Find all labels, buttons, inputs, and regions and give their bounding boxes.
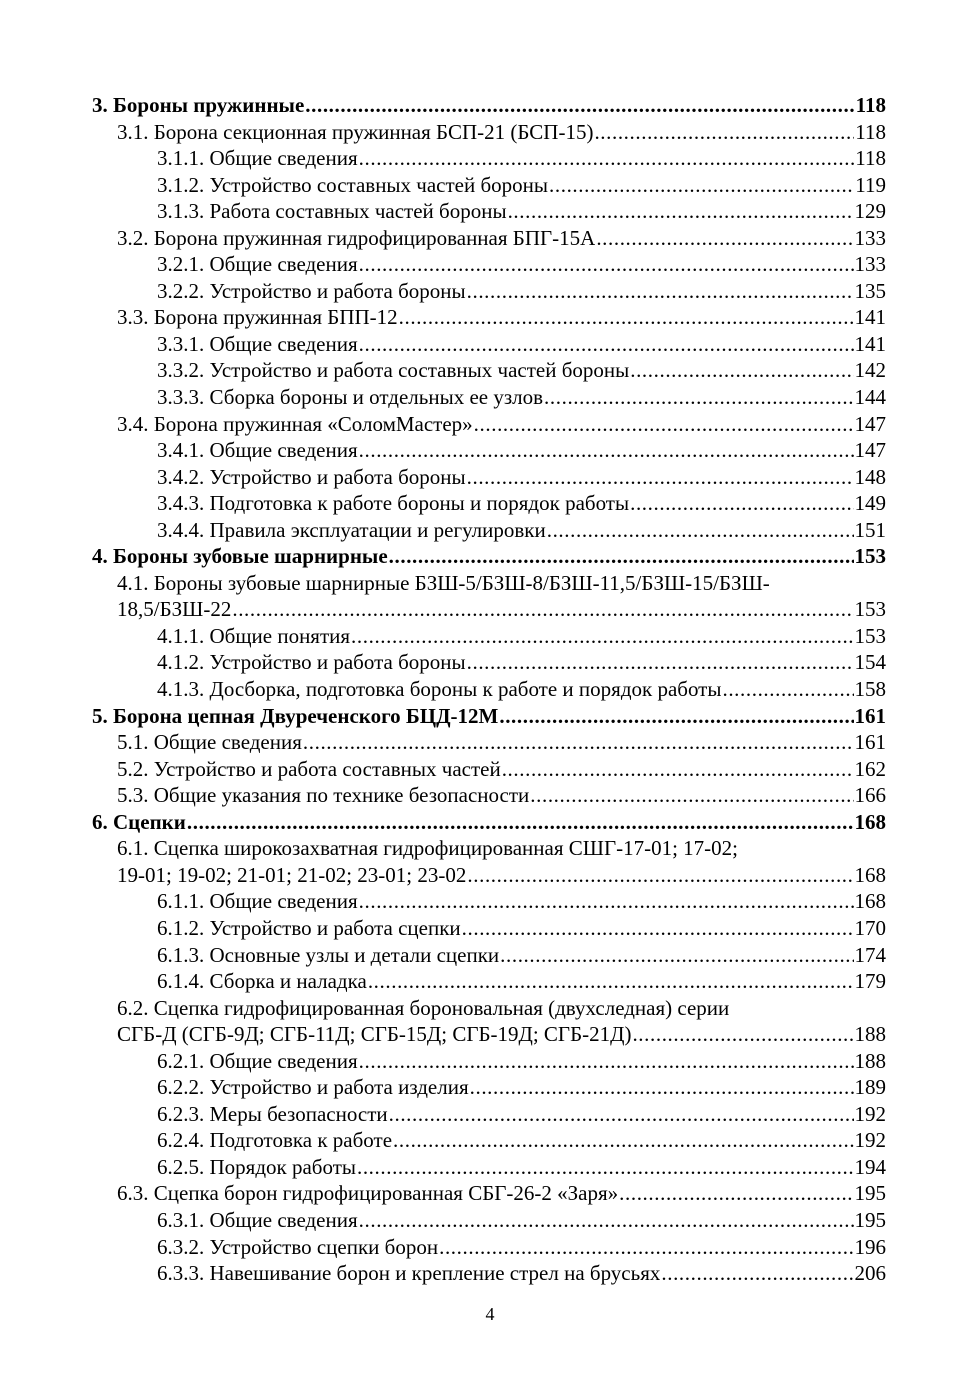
- dot-leader: [357, 1154, 854, 1181]
- table-of-contents: [92, 92, 886, 1287]
- toc-entry-title: 3.1.1. Общие сведения: [157, 146, 358, 171]
- toc-entry-title: 5. Борона цепная Двуреченского БЦД-12М: [92, 703, 499, 728]
- toc-entry-title: 4.1.2. Устройство и работа бороны: [157, 650, 466, 675]
- toc-entry-page: 149: [854, 491, 886, 516]
- toc-entry: [92, 384, 886, 411]
- toc-entry-page: 154: [854, 650, 886, 675]
- toc-entry: [92, 809, 886, 836]
- toc-entry: [92, 995, 886, 1022]
- dot-leader: [499, 703, 853, 730]
- toc-entry: [92, 1127, 886, 1154]
- toc-entry-title: 3.4. Борона пружинная «СоломМастер»: [117, 411, 473, 436]
- dot-leader: [632, 1021, 853, 1048]
- toc-entry-page: 206: [854, 1261, 886, 1286]
- toc-entry-title: 6.3.3. Навешивание борон и крепление стрел на брусьях: [157, 1261, 661, 1286]
- dot-leader: [470, 1074, 854, 1101]
- toc-entry-title: 3.3.3. Сборка бороны и отдельных ее узлов: [157, 385, 544, 410]
- toc-entry-page: 147: [854, 438, 886, 463]
- toc-entry-title: 6.2. Сцепка гидрофицированная бороновальная (двухследная) серии: [117, 995, 730, 1020]
- toc-entry-title: 3.1.3. Работа составных частей бороны: [157, 199, 507, 224]
- dot-leader: [508, 198, 854, 225]
- dot-leader: [303, 729, 854, 756]
- toc-entry-page: 133: [854, 252, 886, 277]
- dot-leader: [502, 756, 854, 783]
- toc-entry-title: 3.4.2. Устройство и работа бороны: [157, 464, 466, 489]
- toc-entry: [92, 1207, 886, 1234]
- toc-entry-page: 189: [854, 1075, 886, 1100]
- toc-entry-title: 6.3.1. Общие сведения: [157, 1207, 358, 1232]
- toc-entry-page: 168: [854, 889, 886, 914]
- toc-entry-continuation: [92, 596, 886, 623]
- toc-entry-title: 3.2.1. Общие сведения: [157, 252, 358, 277]
- dot-leader: [187, 809, 854, 836]
- toc-entry-page: 170: [854, 915, 886, 940]
- dot-leader: [467, 862, 853, 889]
- toc-entry: [92, 304, 886, 331]
- dot-leader: [630, 490, 853, 517]
- toc-entry-page: 142: [854, 358, 886, 383]
- toc-entry-page: 118: [855, 119, 886, 144]
- dot-leader: [474, 411, 854, 438]
- toc-entry-title: 4.1.1. Общие понятия: [157, 623, 351, 648]
- toc-entry: [92, 464, 886, 491]
- dot-leader: [359, 251, 854, 278]
- toc-entry: [92, 915, 886, 942]
- toc-entry-page: 162: [854, 756, 886, 781]
- toc-entry-title: 3.4.4. Правила эксплуатации и регулировки: [157, 517, 546, 542]
- toc-entry: [92, 676, 886, 703]
- dot-leader: [399, 304, 854, 331]
- dot-leader: [305, 92, 854, 119]
- toc-entry-continuation: [92, 1021, 886, 1048]
- toc-entry-page: 179: [854, 969, 886, 994]
- toc-entry-title: 3.3. Борона пружинная БПП-12: [117, 305, 398, 330]
- toc-entry-title-continuation: 18,5/БЗШ-22: [117, 597, 232, 622]
- toc-entry-title: 3.4.3. Подготовка к работе бороны и порядок работы: [157, 491, 630, 516]
- toc-entry-title: 6.3.2. Устройство сцепки борон: [157, 1234, 439, 1259]
- toc-entry: [92, 1180, 886, 1207]
- dot-leader: [359, 145, 855, 172]
- toc-entry: [92, 756, 886, 783]
- toc-entry-page: 129: [854, 199, 886, 224]
- toc-entry-title-continuation: СГБ-Д (СГБ-9Д; СГБ-11Д; СГБ-15Д; СГБ-19Д; СГБ-21Д): [117, 1022, 632, 1047]
- toc-entry-page: 153: [854, 597, 886, 622]
- toc-entry: [92, 623, 886, 650]
- toc-entry-page: 119: [855, 172, 886, 197]
- toc-entry: [92, 543, 886, 570]
- dot-leader: [467, 649, 854, 676]
- dot-leader: [359, 888, 854, 915]
- toc-entry-page: 135: [854, 278, 886, 303]
- toc-entry-page: 144: [854, 385, 886, 410]
- toc-entry-title: 6. Сцепки: [92, 809, 186, 834]
- toc-entry-title: 6.3. Сцепка борон гидрофицированная СБГ-26-2 «Заря»: [117, 1181, 619, 1206]
- toc-entry: [92, 1260, 886, 1287]
- toc-entry: [92, 942, 886, 969]
- toc-entry: [92, 437, 886, 464]
- dot-leader: [467, 464, 854, 491]
- dot-leader: [722, 676, 853, 703]
- toc-entry-page: 161: [854, 703, 886, 728]
- toc-entry-page: 188: [854, 1048, 886, 1073]
- toc-entry: [92, 198, 886, 225]
- toc-entry-page: 153: [854, 544, 886, 569]
- toc-entry: [92, 570, 886, 597]
- dot-leader: [389, 543, 854, 570]
- toc-entry-title: 6.1.2. Устройство и работа сцепки: [157, 915, 461, 940]
- toc-entry-page: 118: [855, 146, 886, 171]
- dot-leader: [351, 623, 853, 650]
- toc-entry-page: 141: [854, 331, 886, 356]
- toc-entry-page: 195: [854, 1207, 886, 1232]
- dot-leader: [359, 1207, 854, 1234]
- toc-entry-page: 195: [854, 1181, 886, 1206]
- dot-leader: [596, 225, 853, 252]
- toc-entry-title: 3.1. Борона секционная пружинная БСП-21 (БСП-15): [117, 119, 594, 144]
- toc-entry-page: 192: [854, 1101, 886, 1126]
- toc-entry-page: 161: [854, 730, 886, 755]
- toc-entry-page: 194: [854, 1154, 886, 1179]
- toc-entry-title: 6.2.5. Порядок работы: [157, 1154, 356, 1179]
- toc-entry-title: 3. Бороны пружинные: [92, 93, 305, 117]
- toc-entry-page: 148: [854, 464, 886, 489]
- toc-entry-page: 133: [854, 225, 886, 250]
- dot-leader: [467, 278, 854, 305]
- toc-entry-page: 168: [854, 809, 886, 834]
- toc-entry-title: 6.1.1. Общие сведения: [157, 889, 358, 914]
- toc-entry: [92, 1074, 886, 1101]
- toc-entry-page: 174: [854, 942, 886, 967]
- dot-leader: [661, 1260, 853, 1287]
- dot-leader: [368, 968, 854, 995]
- toc-entry-title: 5.1. Общие сведения: [117, 730, 302, 755]
- toc-entry: [92, 517, 886, 544]
- dot-leader: [232, 596, 853, 623]
- toc-entry: [92, 119, 886, 146]
- toc-entry-title: 3.4.1. Общие сведения: [157, 438, 358, 463]
- toc-entry: [92, 251, 886, 278]
- toc-entry-title: 3.1.2. Устройство составных частей бороны: [157, 172, 549, 197]
- page-number: 4: [485, 1304, 495, 1324]
- dot-leader: [500, 942, 853, 969]
- toc-entry: [92, 1048, 886, 1075]
- toc-entry-page: 166: [854, 783, 886, 808]
- toc-entry-title: 6.2.4. Подготовка к работе: [157, 1128, 393, 1153]
- toc-entry: [92, 490, 886, 517]
- toc-entry-title: 6.1. Сцепка широкозахватная гидрофицированная СШГ-17-01; 17-02;: [117, 836, 738, 861]
- dot-leader: [630, 357, 853, 384]
- dot-leader: [544, 384, 853, 411]
- toc-entry: [92, 145, 886, 172]
- dot-leader: [393, 1127, 853, 1154]
- toc-entry: [92, 331, 886, 358]
- toc-entry: [92, 729, 886, 756]
- toc-entry-title: 4. Бороны зубовые шарнирные: [92, 544, 388, 569]
- toc-entry-title: 3.2. Борона пружинная гидрофицированная БПГ-15А: [117, 225, 596, 250]
- toc-entry-title: 4.1. Бороны зубовые шарнирные БЗШ-5/БЗШ-8/БЗШ-11,5/БЗШ-15/БЗШ-: [117, 570, 770, 595]
- toc-entry: [92, 172, 886, 199]
- toc-entry: [92, 649, 886, 676]
- toc-entry: [92, 1101, 886, 1128]
- toc-entry-title: 5.3. Общие указания по технике безопасности: [117, 783, 530, 808]
- toc-entry: [92, 1154, 886, 1181]
- dot-leader: [549, 172, 854, 199]
- toc-entry-title: 6.1.4. Сборка и наладка: [157, 969, 367, 994]
- toc-entry-title: 3.3.2. Устройство и работа составных частей бороны: [157, 358, 630, 383]
- toc-entry-title: 6.1.3. Основные узлы и детали сцепки: [157, 942, 500, 967]
- toc-entry-page: 141: [854, 305, 886, 330]
- toc-entry: [92, 968, 886, 995]
- dot-leader: [359, 437, 854, 464]
- dot-leader: [594, 119, 854, 146]
- toc-entry-page: 153: [854, 623, 886, 648]
- toc-entry: [92, 411, 886, 438]
- dot-leader: [389, 1101, 854, 1128]
- toc-entry: [92, 835, 886, 862]
- toc-entry-title: 6.2.2. Устройство и работа изделия: [157, 1075, 469, 1100]
- toc-entry-title: 6.2.1. Общие сведения: [157, 1048, 358, 1073]
- toc-entry-title: 6.2.3. Меры безопасности: [157, 1101, 388, 1126]
- dot-leader: [359, 1048, 854, 1075]
- toc-entry-title-continuation: 19-01; 19-02; 21-01; 21-02; 23-01; 23-02: [117, 862, 467, 887]
- dot-leader: [359, 331, 854, 358]
- toc-entry-page: 168: [854, 862, 886, 887]
- toc-entry: [92, 92, 886, 119]
- toc-entry-title: 3.3.1. Общие сведения: [157, 331, 358, 356]
- toc-entry-page: 196: [854, 1234, 886, 1259]
- dot-leader: [619, 1180, 853, 1207]
- toc-entry: [92, 782, 886, 809]
- toc-entry-title: 3.2.2. Устройство и работа бороны: [157, 278, 466, 303]
- toc-entry: [92, 278, 886, 305]
- toc-entry-page: 118: [855, 93, 886, 117]
- toc-entry-page: 192: [854, 1128, 886, 1153]
- toc-entry-title: 4.1.3. Досборка, подготовка бороны к работе и порядок работы: [157, 677, 722, 702]
- toc-entry-page: 158: [854, 677, 886, 702]
- dot-leader: [547, 517, 854, 544]
- toc-entry: [92, 225, 886, 252]
- dot-leader: [462, 915, 854, 942]
- dot-leader: [530, 782, 853, 809]
- toc-entry: [92, 357, 886, 384]
- toc-entry-continuation: [92, 862, 886, 889]
- toc-entry: [92, 888, 886, 915]
- dot-leader: [439, 1234, 853, 1261]
- toc-entry-page: 147: [854, 411, 886, 436]
- toc-entry: [92, 703, 886, 730]
- toc-entry-page: 188: [854, 1022, 886, 1047]
- toc-entry: [92, 1234, 886, 1261]
- toc-entry-title: 5.2. Устройство и работа составных частей: [117, 756, 501, 781]
- toc-entry-page: 151: [854, 517, 886, 542]
